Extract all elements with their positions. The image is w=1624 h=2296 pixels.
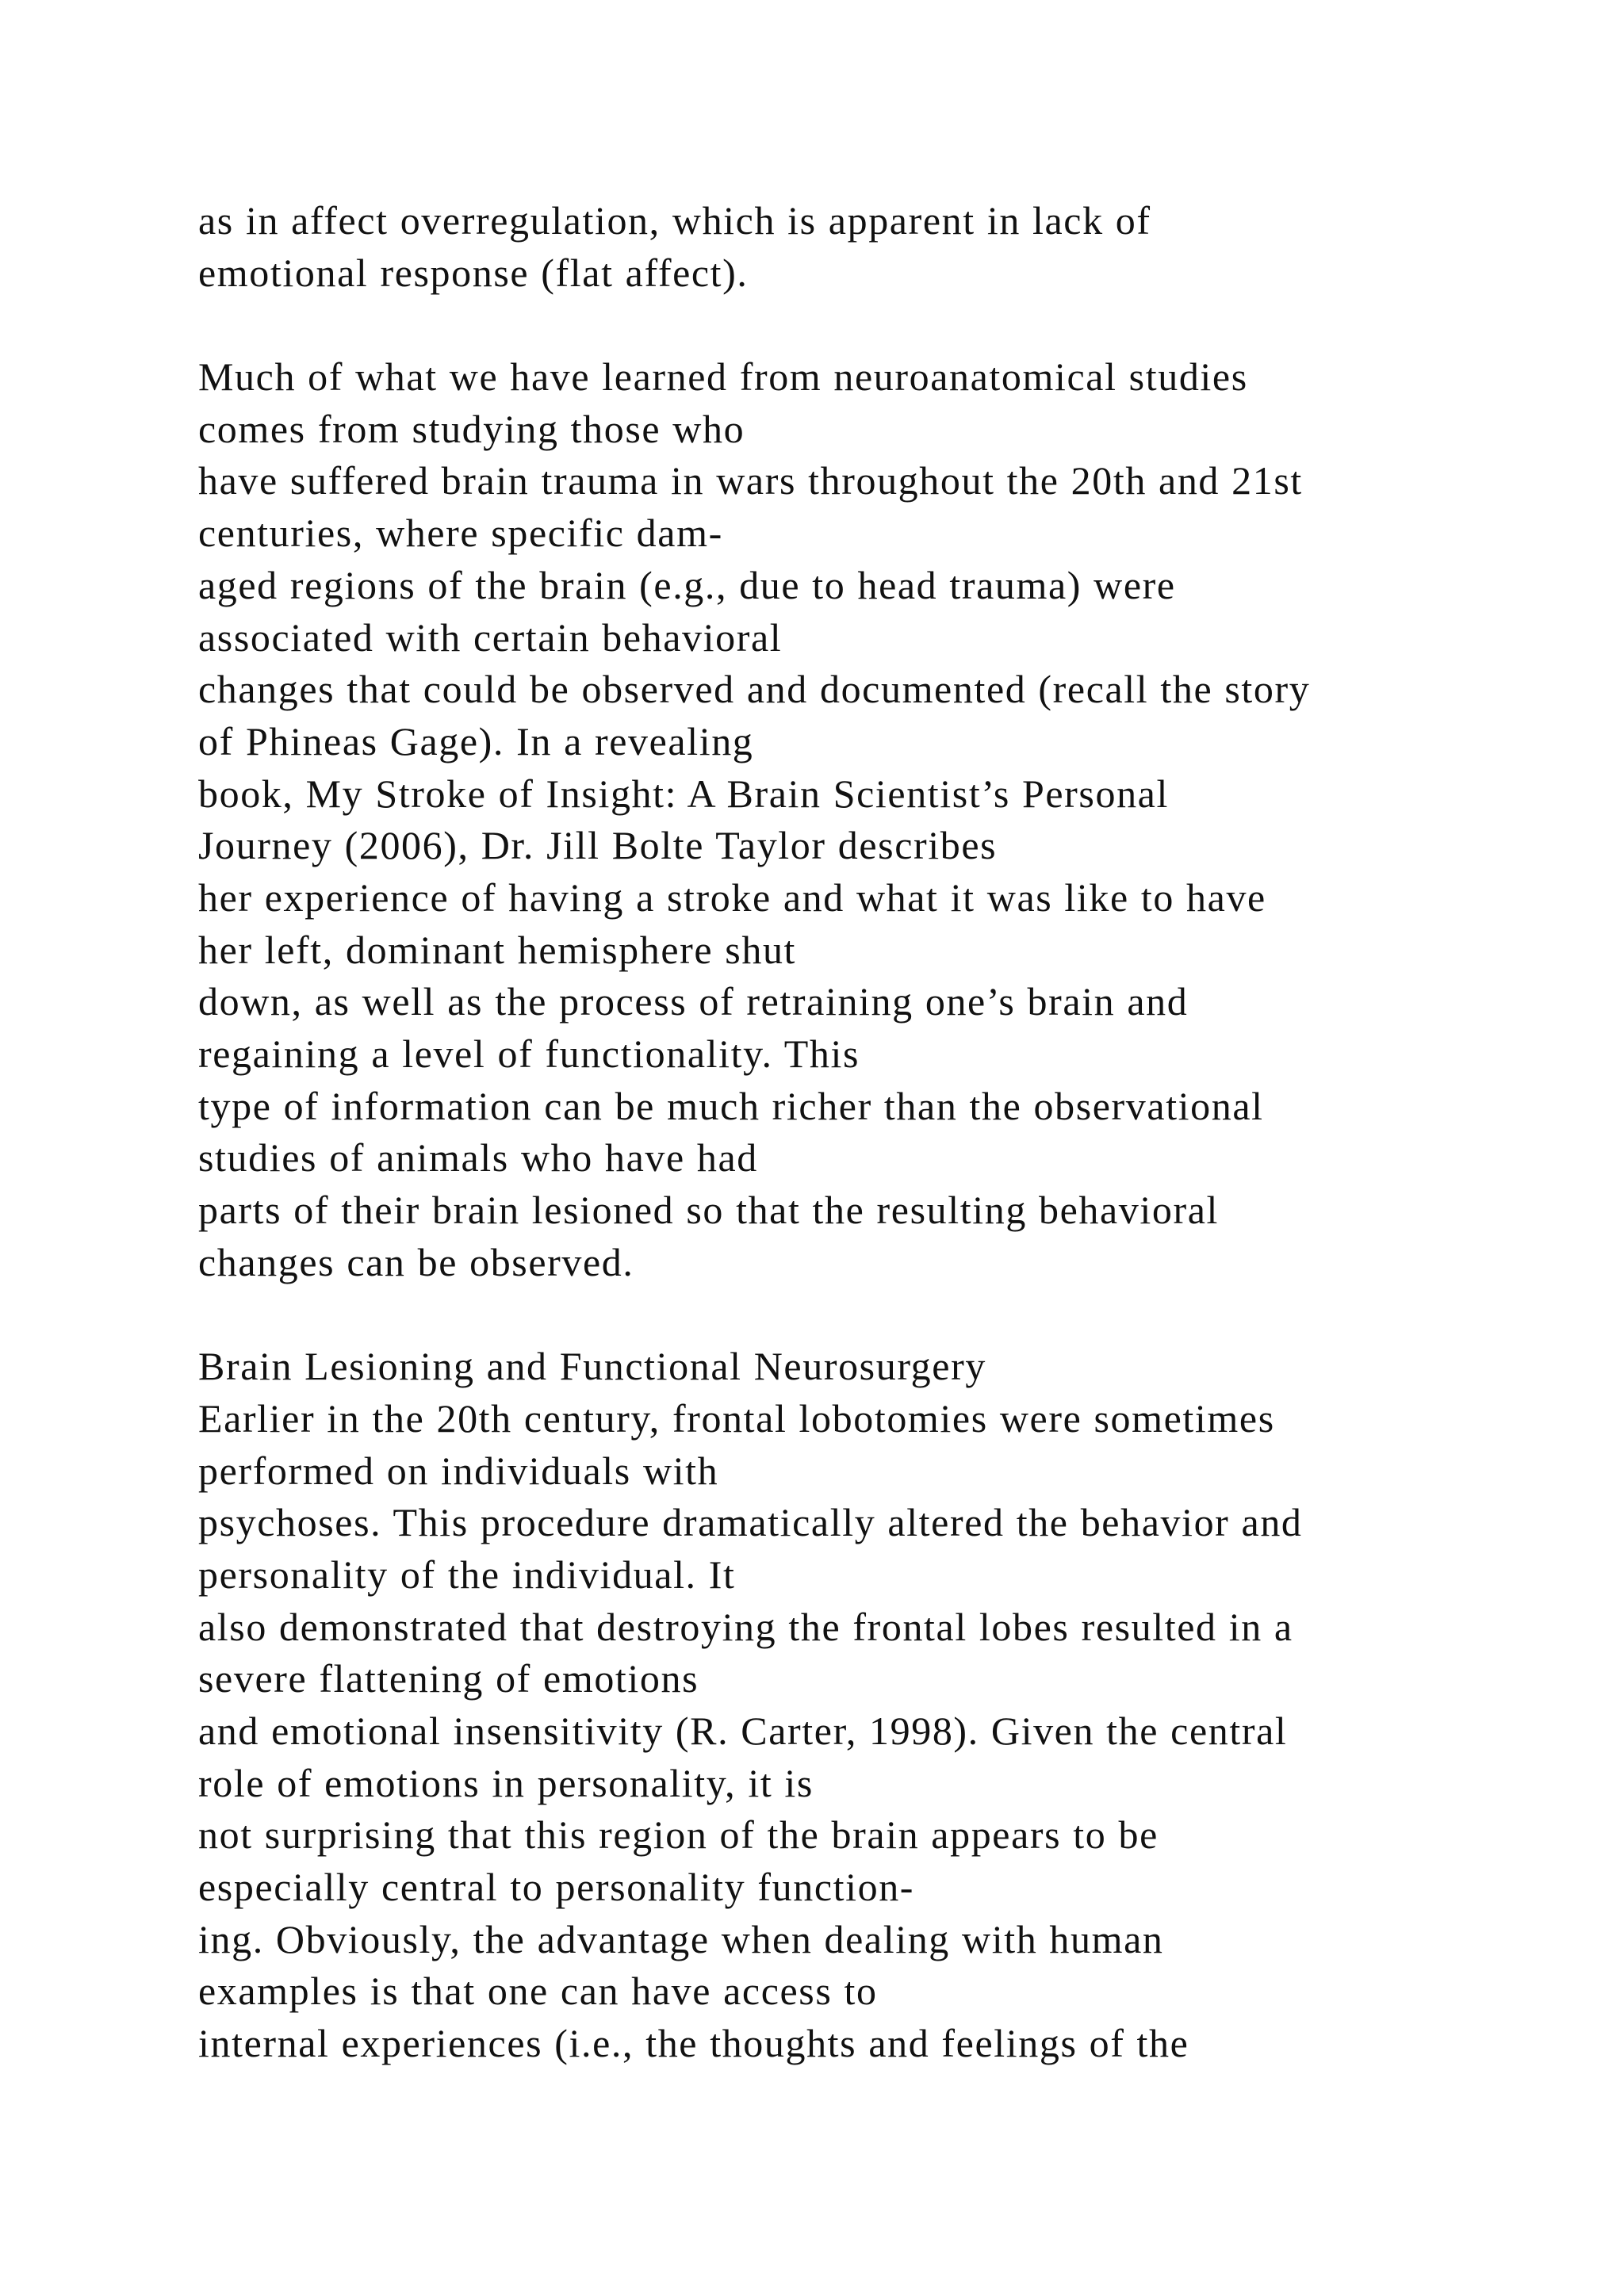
text-line: changes that could be observed and documented (recall the story bbox=[198, 667, 1311, 712]
text-line: associated with certain behavioral bbox=[198, 614, 783, 660]
text-line: severe flattening of emotions bbox=[198, 1656, 699, 1701]
text-line: comes from studying those who bbox=[198, 406, 745, 451]
text-line: as in affect overregulation, which is apparent in lack of bbox=[198, 198, 1151, 243]
text-line: book, My Stroke of Insight: A Brain Scientist’s Personal bbox=[198, 771, 1169, 816]
text-line: Journey (2006), Dr. Jill Bolte Taylor describes bbox=[198, 823, 998, 868]
text-line: performed on individuals with bbox=[198, 1448, 719, 1493]
text-line: have suffered brain trauma in wars throughout the 20th and 21st bbox=[198, 458, 1303, 503]
section-heading: Brain Lesioning and Functional Neurosurgery bbox=[198, 1344, 986, 1389]
text-line: type of information can be much richer than the observational bbox=[198, 1083, 1264, 1128]
text-line: not surprising that this region of the brain appears to be bbox=[198, 1812, 1159, 1858]
text-line: and emotional insensitivity (R. Carter, 1998). Given the central bbox=[198, 1708, 1288, 1753]
text-line: examples is that one can have access to bbox=[198, 1969, 878, 2014]
text-line: Much of what we have learned from neuroanatomical studies bbox=[198, 354, 1248, 400]
text-line: her left, dominant hemisphere shut bbox=[198, 927, 797, 972]
text-line: also demonstrated that destroying the frontal lobes resulted in a bbox=[198, 1604, 1293, 1649]
text-line: of Phineas Gage). In a revealing bbox=[198, 718, 754, 763]
paragraph bbox=[198, 351, 1546, 1288]
text-line: centuries, where specific dam- bbox=[198, 511, 723, 556]
text-line: especially central to personality function- bbox=[198, 1865, 915, 1909]
text-line: down, as well as the process of retraining one’s brain and bbox=[198, 979, 1189, 1024]
text-line: emotional response (flat affect). bbox=[198, 250, 749, 295]
paragraph bbox=[198, 1341, 1546, 2070]
text-line: personality of the individual. It bbox=[198, 1552, 736, 1597]
text-line: parts of their brain lesioned so that the resulting behavioral bbox=[198, 1188, 1220, 1233]
text-line: ing. Obviously, the advantage when dealing with human bbox=[198, 1916, 1164, 1961]
body-text bbox=[198, 195, 1546, 2070]
paragraph-break bbox=[198, 1288, 1546, 1341]
text-line: studies of animals who have had bbox=[198, 1135, 758, 1181]
text-line: psychoses. This procedure dramatically altered the behavior and bbox=[198, 1500, 1303, 1545]
text-line: Earlier in the 20th century, frontal lobotomies were sometimes bbox=[198, 1395, 1275, 1441]
text-line: aged regions of the brain (e.g., due to head trauma) were bbox=[198, 562, 1176, 607]
paragraph bbox=[198, 195, 1546, 299]
text-line: changes can be observed. bbox=[198, 1239, 634, 1284]
text-line: role of emotions in personality, it is bbox=[198, 1760, 814, 1805]
text-line: her experience of having a stroke and what it was like to have bbox=[198, 874, 1266, 920]
text-line: internal experiences (i.e., the thoughts and feelings of the bbox=[198, 2021, 1189, 2066]
text-line: regaining a level of functionality. This bbox=[198, 1031, 860, 1076]
paragraph-break bbox=[198, 299, 1546, 351]
